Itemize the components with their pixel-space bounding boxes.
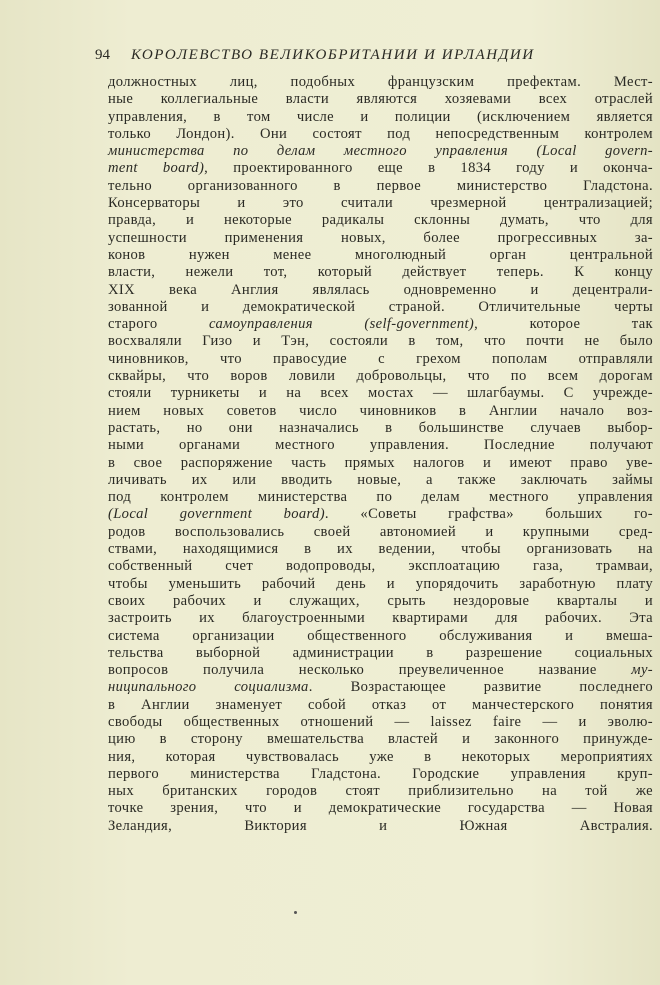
text-line [108, 800, 653, 817]
text-segment: власти, нежели тот, который действует теперь. К концу [108, 264, 653, 281]
italic-text: самоуправления (self-government) [209, 316, 475, 333]
text-segment: личивать их или вводить новые, а также заключать займы [108, 471, 653, 488]
text-segment: , проектированного еще в 1834 году и оконча- [204, 160, 653, 177]
text-segment: конов нужен менее многолюдный орган центральной [108, 246, 653, 263]
text-line [108, 333, 653, 350]
text-segment: первого министерства Гладстона. Городские управления круп- [108, 765, 653, 782]
text-segment: зованной и демократической страной. Отличительные черты [108, 298, 653, 315]
text-line [108, 437, 653, 454]
running-title: КОРОЛЕВСТВО ВЕЛИКОБРИТАНИИ И ИРЛАНДИИ [131, 47, 535, 63]
text-line [108, 230, 653, 247]
text-segment: Зеландия, Виктория и Южная Австралия. [108, 817, 653, 834]
text-line [108, 558, 653, 575]
text-segment: тельства выборной администрации в разрешение социальных [108, 644, 653, 661]
text-segment: в Англии знаменует собой отказ от манчестерского понятия [108, 696, 653, 713]
text-line [108, 403, 653, 420]
text-segment: под контролем министерства по делам местного управления [108, 489, 653, 506]
text-segment: цию в сторону вмешательства властей и законного принужде- [108, 731, 653, 748]
text-line [108, 212, 653, 229]
text-line [108, 420, 653, 437]
text-line [108, 593, 653, 610]
text-segment: ных британских городов стоят приблизительно на той же [108, 783, 653, 800]
text-line [108, 472, 653, 489]
text-segment: сквайры, что воров ловили добровольцы, что по всем дорогам [108, 368, 653, 385]
text-segment: только Лондон). Они состоят под непосредственным контролем [108, 125, 653, 142]
text-line [108, 576, 653, 593]
text-line [108, 74, 653, 91]
text-line [108, 126, 653, 143]
text-segment: чтобы уменьшить рабочий день и упорядочить заработную плату [108, 575, 653, 592]
text-segment: собственный счет водопроводы, эксплоатацию газа, трамваи, [108, 558, 653, 575]
text-line [108, 662, 653, 679]
text-segment: ствами, находящимися в их ведении, чтобы организовать на [108, 541, 653, 558]
text-line [108, 91, 653, 108]
text-segment: должностных лиц, подобных французским префектам. Мест- [108, 74, 653, 90]
text-segment: Консерваторы и это считали чрезмерной централизацией; [108, 195, 653, 212]
text-segment: в свое распоряжение часть прямых налогов и имеют право уве- [108, 454, 653, 471]
text-segment: . Возрастающее развитие последнего [308, 679, 653, 696]
text-line [108, 455, 653, 472]
text-segment: управления, в том числе и полиции (исключением является [108, 108, 653, 125]
text-line [108, 247, 653, 264]
italic-text: (Local government board) [108, 506, 325, 523]
italic-text: ниципального социализма [108, 679, 309, 696]
text-line [108, 766, 653, 783]
italic-text: му- [631, 662, 653, 679]
italic-text: ment board) [108, 160, 205, 177]
text-line [108, 679, 653, 696]
text-segment: ния, которая чувствовалась уже в некоторых мероприятиях [108, 748, 653, 765]
text-line [108, 282, 653, 299]
text-segment: тельно организованного в первое министерство Гладстона. [108, 177, 653, 194]
text-line [108, 697, 653, 714]
text-segment: ными органами местного управления. Последние получают [108, 437, 653, 454]
text-line [108, 628, 653, 645]
text-segment: застроить их благоустроенными квартирами для рабочих. Эта [108, 610, 653, 627]
scan-speck [294, 911, 297, 914]
text-segment: свободы общественных отношений — laissez faire — и эволю- [108, 713, 653, 730]
text-segment: родов воспользовались своей автономией и крупными сред- [108, 523, 653, 540]
text-segment: точке зрения, что и демократические государства — Новая [108, 800, 653, 817]
text-line [108, 178, 653, 195]
text-segment: успешности применения новых, более прогрессивных за- [108, 229, 653, 246]
text-line [108, 541, 653, 558]
text-segment: ные коллегиальные власти являются хозяевами всех отраслей [108, 91, 653, 108]
text-line [108, 818, 653, 835]
italic-text: министерства по делам местного управления (Local govern- [108, 143, 653, 160]
text-segment: , которое так [474, 316, 653, 333]
text-line [108, 195, 653, 212]
text-line [108, 385, 653, 402]
text-segment: чиновников, что правосудие с грехом пополам отправляли [108, 350, 653, 367]
running-header [95, 47, 600, 67]
text-segment: своих рабочих и служащих, срыть нездоровые кварталы и [108, 592, 653, 609]
text-line [108, 316, 653, 333]
text-line [108, 749, 653, 766]
text-segment: растать, но они назначались в большинстве случаев выбор- [108, 419, 653, 436]
text-line [108, 368, 653, 385]
text-line [108, 143, 653, 160]
text-segment: система организации общественного обслуживания и вмеша- [108, 627, 653, 644]
text-segment: стояли турникеты и на всех мостах — шлагбаумы. С учрежде- [108, 385, 653, 402]
text-segment: XIX века Англия являлась одновременно и децентрали- [108, 281, 653, 298]
text-line [108, 351, 653, 368]
page-number: 94 [95, 47, 110, 63]
text-segment: восхваляли Гизо и Тэн, состояли в том, что почти не было [108, 333, 653, 350]
text-segment: правда, и некоторые радикалы склонны думать, что для [108, 212, 653, 229]
text-line [108, 610, 653, 627]
text-segment: нием новых советов число чиновников в Англии начало воз- [108, 402, 653, 419]
text-segment: . «Советы графства» больших го- [324, 506, 653, 523]
text-line [108, 645, 653, 662]
text-line [108, 524, 653, 541]
text-line [108, 299, 653, 316]
text-line [108, 506, 653, 523]
text-line [108, 714, 653, 731]
body-text [108, 74, 653, 835]
text-line [108, 160, 653, 177]
text-segment: вопросов получила несколько преувеличенное название [108, 662, 632, 679]
text-segment: старого [108, 316, 210, 333]
text-line [108, 783, 653, 800]
text-line [108, 489, 653, 506]
text-line [108, 264, 653, 281]
text-line [108, 109, 653, 126]
text-line [108, 731, 653, 748]
